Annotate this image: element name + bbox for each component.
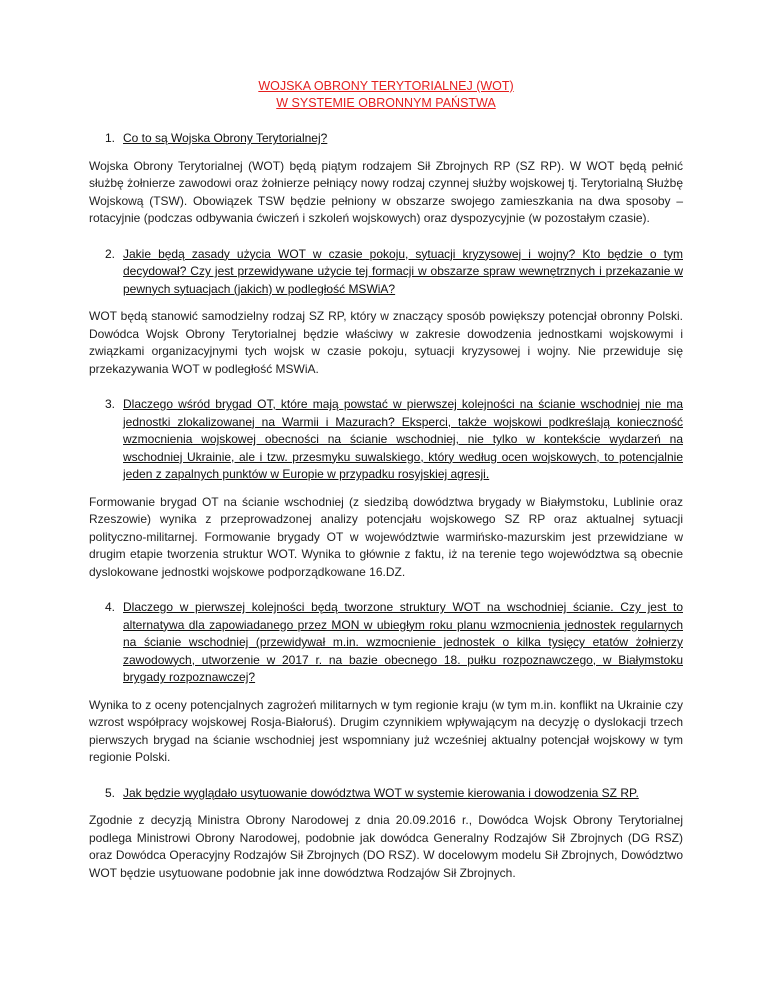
question-text: Jakie będą zasady użycia WOT w czasie pokoju, sytuacji kryzysowej i wojny? Kto będzie o tym decydował? Czy jest przewidywane użycie tej formacji w obszarze spraw wewnętrznych i przekazanie w pewnych sytuacjach (jakich) w podległość MSWiA? [123, 246, 683, 296]
title-line-2: W SYSTEMIE OBRONNYM PAŃSTWA [276, 96, 496, 110]
question-number: 3. [104, 397, 115, 411]
question-3 [89, 396, 683, 484]
question-2 [89, 246, 683, 299]
title-line-1: WOJSKA OBRONY TERYTORIALNEJ (WOT) [258, 79, 514, 93]
question-1 [89, 130, 683, 148]
document-title [89, 78, 683, 112]
question-4 [89, 599, 683, 687]
question-number: 4. [104, 600, 115, 614]
question-number: 2. [104, 246, 115, 261]
question-text: Co to są Wojska Obrony Terytorialnej? [123, 131, 328, 145]
question-text: Jak będzie wyglądało usytuowanie dowództwa WOT w systemie kierowania i dowodzenia SZ RP. [123, 785, 639, 800]
answer-3: Formowanie brygad OT na ścianie wschodniej (z siedzibą dowództwa brygady w Białymstoku, Lublinie oraz Rzeszowie) wynika z przeprowadzonej analizy potencjału wojskowego SZ RP oraz aktualnej sytuacji polityczno-militarnej. Formowanie brygady OT w województwie warmińsko-mazurskim jest przewidziane w drugim etapie tworzenia struktur WOT. Wynika to głównie z faktu, iż na terenie tego województwa są obecnie dyslokowane jednostki wojskowe podporządkowane 16.DZ. [89, 494, 683, 579]
question-number: 1. [104, 131, 115, 145]
answer-4: Wynika to z oceny potencjalnych zagrożeń militarnych w tym regionie kraju (w tym m.in. konflikt na Ukrainie czy wzrost współpracy wojskowej Rosja-Białoruś). Drugim czynnikiem wpływającym na decyzję o dyslokacji trzech pierwszych brygad na ścianie wschodniej jest wspomniany już wcześniej aktualny potencjał wojskowy w tym regionie Polski. [89, 697, 683, 764]
answer-5: Zgodnie z decyzją Ministra Obrony Narodowej z dnia 20.09.2016 r., Dowódca Wojsk Obrony Terytorialnej podlega Ministrowi Obrony Narodowej, podobnie jak dowódca Generalny Rodzajów Sił Zbrojnych (DG RSZ) oraz Dowódca Operacyjny Rodzajów Sił Zbrojnych (DO RSZ). W docelowym modelu Sił Zbrojnych, Dowództwo WOT będzie usytuowane podobnie jak inne dowództwa Rodzajów Sił Zbrojnych. [89, 813, 683, 880]
question-text: Dlaczego wśród brygad OT, które mają powstać w pierwszej kolejności na ścianie wschodniej nie ma jednostki zlokalizowanej na Warmii i Mazurach? Eksperci, także wojskowi podkreślają konieczność wzmocnienia wojskowej obecności na ścianie wschodniej, nie tylko w kontekście wydarzeń na wschodniej Ukrainie, ale i tzw. przesmyku suwalskiego, który według ocen wojskowych, to potencjalnie jeden z zapalnych punktów w Europie w przypadku rosyjskiej agresji. [123, 397, 683, 481]
answer-1: Wojska Obrony Terytorialnej (WOT) będą piątym rodzajem Sił Zbrojnych RP (SZ RP). W WOT będą pełnić służbę żołnierze zawodowi oraz żołnierze pełniący nowy rodzaj czynnej służby wojskowej tj. Terytorialną Służbę Wojskową (TSW). Obowiązek TSW będzie pełniony w obszarze swojego zamieszkania na dwa sposoby – rotacyjnie (podczas odbywania ćwiczeń i szkoleń wojskowych) oraz dyspozycyjnie (w pozostałym czasie). [89, 158, 683, 225]
question-number: 5. [104, 785, 115, 800]
answer-2: WOT będą stanowić samodzielny rodzaj SZ RP, który w znaczący sposób powiększy potencjał obronny Polski. Dowódca Wojsk Obrony Terytorialnej będzie właściwy w zakresie dowodzenia jednostkami wojskowymi i związkami organizacyjnymi tych wojsk w czasie pokoju, sytuacji kryzysowej i wojny. Nie przewiduje się przekazywania WOT w podległość MSWiA. [89, 309, 683, 376]
question-text: Dlaczego w pierwszej kolejności będą tworzone struktury WOT na wschodniej ścianie. Czy jest to alternatywa dla zapowiadanego przez MON w ubiegłym roku planu wzmocnienia jednostek regularnych na ścianie wschodniej (przewidywał m.in. wzmocnienie jednostek o kilka tysięcy etatów żołnierzy zawodowych, utworzenie w 2017 r. na bazie obecnego 18. pułku rozpoznawczego, w Białymstoku brygady rozpoznawczej? [123, 600, 683, 684]
question-5 [89, 785, 683, 803]
